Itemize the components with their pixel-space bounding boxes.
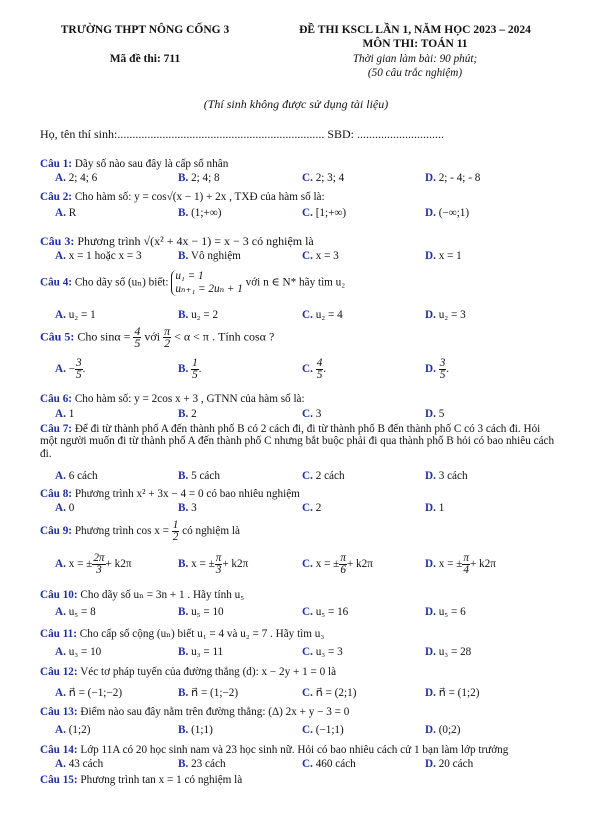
question-label: Câu 9: (40, 525, 73, 538)
student-info-line: Họ, tên thí sinh:..................................................................... SBD: ............................. (40, 127, 445, 141)
question-text: Phương trình x² + 3x − 4 = 0 có bao nhiêu nghiệm (74, 488, 300, 500)
option-d[interactable]: D. 2; - 4; - 8 (425, 172, 481, 184)
option-letter: A. (55, 207, 66, 219)
option-letter: A. (55, 558, 66, 571)
option-letter: C. (302, 758, 313, 770)
question-text: Phương trình cos x = (74, 525, 169, 538)
question-12 (40, 666, 336, 678)
question-label: Câu 15: (40, 774, 78, 786)
option-letter: D. (425, 558, 436, 571)
question-label: Câu 6: (40, 393, 73, 405)
option-a[interactable]: A. x = ± $\frac{2\pi}{3}$ + k2π (55, 552, 132, 576)
option-letter: D. (425, 207, 436, 219)
exam-code: Mã đề thi: 711 (109, 53, 181, 65)
option-a[interactable]: A. 6 cách (55, 470, 98, 482)
option-letter: B. (178, 408, 189, 420)
option-letter: D. (425, 470, 436, 482)
question-text: Lớp 11A có 20 học sinh nam và 23 học sinh nữ. Hỏi có bao nhiêu cách cử 1 bạn làm lớp trưởng (80, 744, 509, 756)
question-label: Câu 11: (40, 628, 77, 640)
option-a[interactable]: A. 2; 4; 6 (55, 172, 98, 184)
option-d[interactable]: D. u₃ = 28 (425, 646, 472, 658)
question-5 (40, 326, 274, 349)
option-letter: D. (425, 250, 436, 262)
option-d[interactable]: D. 5 (425, 408, 445, 420)
question-text: Véc tơ pháp tuyến của đường thẳng (d): x − 2y + 1 = 0 là (80, 666, 337, 678)
question-text-2: với (144, 329, 161, 344)
option-letter: A. (55, 687, 66, 699)
option-letter: D. (425, 502, 436, 514)
option-b[interactable]: B. 3 (178, 502, 197, 514)
option-b[interactable]: B. u₅ = 10 (178, 606, 224, 618)
option-b[interactable]: B. u₃ = 11 (178, 646, 224, 658)
option-letter: B. (178, 724, 189, 736)
option-letter: C. (302, 724, 313, 736)
option-d[interactable]: D. 20 cách (425, 758, 474, 770)
question-text: Cho sinα = (77, 329, 131, 344)
option-a[interactable]: A. 1 (55, 408, 75, 420)
option-letter: A. (55, 724, 66, 736)
question-label: Câu 8: (40, 488, 73, 500)
option-letter: C. (302, 408, 313, 420)
question-text: Phương trình √(x² + 4x − 1) = x − 3 có nghiệm là (77, 234, 314, 248)
school-name: TRƯỜNG THPT NÔNG CỐNG 3 (60, 24, 230, 36)
question-label: Câu 10: (40, 589, 78, 601)
option-letter: A. (55, 606, 66, 618)
question-text: Điểm nào sau đây nằm trên đường thẳng: (Δ) 2x + y − 3 = 0 (80, 706, 350, 718)
option-d[interactable]: D. $\frac{3}{5}$ . (425, 357, 450, 381)
option-letter: A. (55, 758, 66, 770)
question-3 (40, 234, 314, 249)
question-label: Câu 3: (40, 234, 75, 248)
option-letter: B. (178, 172, 189, 184)
option-letter: B. (178, 687, 189, 699)
option-c[interactable]: C. 460 cách (302, 758, 356, 770)
question-label: Câu 1: (40, 158, 73, 170)
option-b[interactable]: B. Vô nghiệm (178, 250, 241, 262)
question-label: Câu 14: (40, 744, 78, 756)
option-c[interactable]: C. [1;+∞) (302, 207, 347, 219)
question-13 (40, 706, 349, 718)
option-c[interactable]: C. 3 (302, 408, 322, 420)
option-b[interactable]: B. n⃗ = (1;−2) (178, 687, 239, 699)
option-b[interactable]: B. (1;+∞) (178, 207, 222, 219)
option-letter: B. (178, 646, 189, 658)
exam-time: Thời gian làm bài: 90 phút; (352, 53, 478, 65)
option-d[interactable]: D. 3 cách (425, 470, 468, 482)
option-d[interactable]: D. u₂ = 3 (425, 309, 466, 321)
option-d[interactable]: D. x = ± $\frac{\pi}{4}$ + k2π (425, 552, 496, 576)
option-c[interactable]: C. u₃ = 3 (302, 646, 343, 658)
question-2 (40, 191, 325, 203)
option-letter: B. (178, 558, 189, 571)
option-b[interactable]: B. 23 cách (178, 758, 226, 770)
option-letter: C. (302, 172, 313, 184)
option-letter: A. (55, 408, 66, 420)
option-b[interactable]: B. (1;1) (178, 724, 213, 736)
option-a[interactable]: A. R (55, 207, 77, 219)
option-a[interactable]: A. 0 (55, 502, 75, 514)
question-text: Phương trình tan x = 1 có nghiệm là (80, 774, 243, 786)
question-label: Câu 7: (40, 423, 73, 435)
option-letter: D. (425, 408, 436, 420)
option-d[interactable]: D. x = 1 (425, 250, 462, 262)
option-c[interactable]: C. u₂ = 4 (302, 309, 343, 321)
option-c[interactable]: C. n⃗ = (2;1) (302, 687, 357, 699)
option-b[interactable]: B. $\frac{1}{5}$ . (178, 357, 202, 381)
option-letter: C. (302, 207, 313, 219)
recurrence-system (171, 270, 243, 296)
subject-title: MÔN THI: TOÁN 11 (362, 38, 468, 50)
question-text: Cho dãy số (uₙ) biết: (74, 276, 169, 289)
option-a[interactable]: A. u₃ = 10 (55, 646, 102, 658)
exam-note: (Thí sinh không được sử dụng tài liệu) (203, 97, 389, 111)
question-10 (40, 588, 244, 601)
option-d[interactable]: D. u₅ = 6 (425, 606, 466, 618)
exam-title: ĐỀ THI KSCL LẦN 1, NĂM HỌC 2023 – 2024 (299, 24, 531, 36)
question-label: Câu 13: (40, 706, 78, 718)
option-d[interactable]: D. (−∞;1) (425, 207, 470, 219)
question-text-2: với n ∈ N* hãy tìm u₂ (245, 276, 346, 289)
question-text-3: < α < π . Tính cosα ? (174, 329, 275, 344)
question-label: Câu 5: (40, 329, 75, 344)
option-c[interactable]: C. 2 (302, 502, 322, 514)
question-14 (40, 744, 508, 756)
option-letter: C. (302, 309, 313, 321)
option-c[interactable]: C. x = 3 (302, 250, 339, 262)
option-letter: D. (425, 172, 436, 184)
option-letter: A. (55, 502, 66, 514)
question-count: (50 câu trắc nghiệm) (367, 67, 463, 79)
option-c[interactable]: C. x = ± $\frac{\pi}{6}$ + k2π (302, 552, 373, 576)
option-letter: B. (178, 502, 189, 514)
question-label: Câu 12: (40, 666, 78, 678)
option-letter: C. (302, 606, 313, 618)
option-letter: C. (302, 502, 313, 514)
option-a[interactable]: A. u₂ = 1 (55, 309, 96, 321)
option-d[interactable]: D. n⃗ = (1;2) (425, 687, 480, 699)
option-a[interactable]: A. − $\frac{3}{5}$ . (55, 357, 86, 381)
option-d[interactable]: D. 1 (425, 502, 445, 514)
option-letter: D. (425, 606, 436, 618)
option-letter: C. (302, 687, 313, 699)
option-letter: B. (178, 758, 189, 770)
question-7 (40, 423, 560, 460)
question-text: Để đi từ thành phố A đến thành phố B có 2 cách đi, đi từ thành phố B đến thành phố C có 3 cách đi. Hỏi một người muốn đi từ thành phố A đến thành phố C nhưng bắt buộc phải đi qua thành phố B hỏi có bao nhiêu cách đi. (40, 423, 555, 460)
option-c[interactable]: C. (−1;1) (302, 724, 344, 736)
option-letter: C. (302, 363, 313, 376)
fraction: $\frac{\pi}{2}$ (164, 324, 171, 350)
option-b[interactable]: B. x = ± $\frac{\pi}{3}$ + k2π (178, 552, 249, 576)
question-9 (40, 520, 240, 543)
question-4 (40, 270, 345, 296)
question-label: Câu 4: (40, 276, 73, 289)
option-letter: D. (425, 309, 436, 321)
option-letter: B. (178, 250, 189, 262)
fraction: $\frac{1}{2}$ (172, 519, 179, 543)
option-letter: C. (302, 470, 313, 482)
option-letter: A. (55, 470, 66, 482)
option-letter: C. (302, 558, 313, 571)
question-15 (40, 774, 242, 786)
option-a[interactable]: A. u₅ = 8 (55, 606, 96, 618)
option-letter: A. (55, 363, 66, 376)
option-letter: D. (425, 724, 436, 736)
option-c[interactable]: C. 2 cách (302, 470, 345, 482)
option-letter: C. (302, 250, 313, 262)
option-c[interactable]: C. 2; 3; 4 (302, 172, 345, 184)
question-label: Câu 2: (40, 191, 73, 203)
option-b[interactable]: B. 5 cách (178, 470, 220, 482)
option-b[interactable]: B. u₂ = 2 (178, 309, 219, 321)
question-text: Cho cấp số cộng (uₙ) biết u₁ = 4 và u₂ = 7 . Hãy tìm u₃ (79, 628, 325, 640)
option-a[interactable]: A. 43 cách (55, 758, 104, 770)
option-c[interactable]: C. u₅ = 16 (302, 606, 349, 618)
option-letter: C. (302, 646, 313, 658)
option-letter: A. (55, 646, 66, 658)
option-d[interactable]: D. (0;2) (425, 724, 461, 736)
option-letter: A. (55, 250, 66, 262)
question-text: Cho hàm số: y = 2cos x + 3 , GTNN của hàm số là: (74, 393, 305, 405)
option-letter: B. (178, 363, 189, 376)
option-a[interactable]: A. n⃗ = (−1;−2) (55, 687, 123, 699)
option-b[interactable]: B. 2; 4; 8 (178, 172, 220, 184)
question-text-2: có nghiệm là (182, 525, 240, 538)
option-a[interactable]: A. x = 1 hoặc x = 3 (55, 250, 142, 262)
option-b[interactable]: B. 2 (178, 408, 197, 420)
option-letter: D. (425, 363, 436, 376)
option-letter: A. (55, 309, 66, 321)
option-letter: D. (425, 646, 436, 658)
option-letter: D. (425, 758, 436, 770)
question-6 (40, 393, 305, 405)
option-letter: B. (178, 207, 189, 219)
option-letter: D. (425, 687, 436, 699)
question-11 (40, 627, 324, 640)
option-letter: B. (178, 606, 189, 618)
fraction: $\frac{4}{5}$ (134, 324, 141, 350)
option-a[interactable]: A. (1;2) (55, 724, 91, 736)
system-line-2: uₙ₊₁ = 2uₙ + 1 (175, 283, 243, 295)
option-c[interactable]: C. $\frac{4}{5}$ . (302, 357, 327, 381)
question-text: Cho hàm số: y = cos√(x − 1) + 2x , TXĐ của hàm số là: (74, 191, 325, 203)
question-text: Cho dãy số uₙ = 3n + 1 . Hãy tính u₅ (80, 589, 245, 601)
question-text: Dãy số nào sau đây là cấp số nhân (74, 158, 229, 170)
option-letter: A. (55, 172, 66, 184)
question-8 (40, 488, 300, 500)
option-letter: B. (178, 470, 189, 482)
option-letter: B. (178, 309, 189, 321)
system-line-1: u₁ = 1 (175, 270, 204, 282)
question-1 (40, 158, 228, 170)
